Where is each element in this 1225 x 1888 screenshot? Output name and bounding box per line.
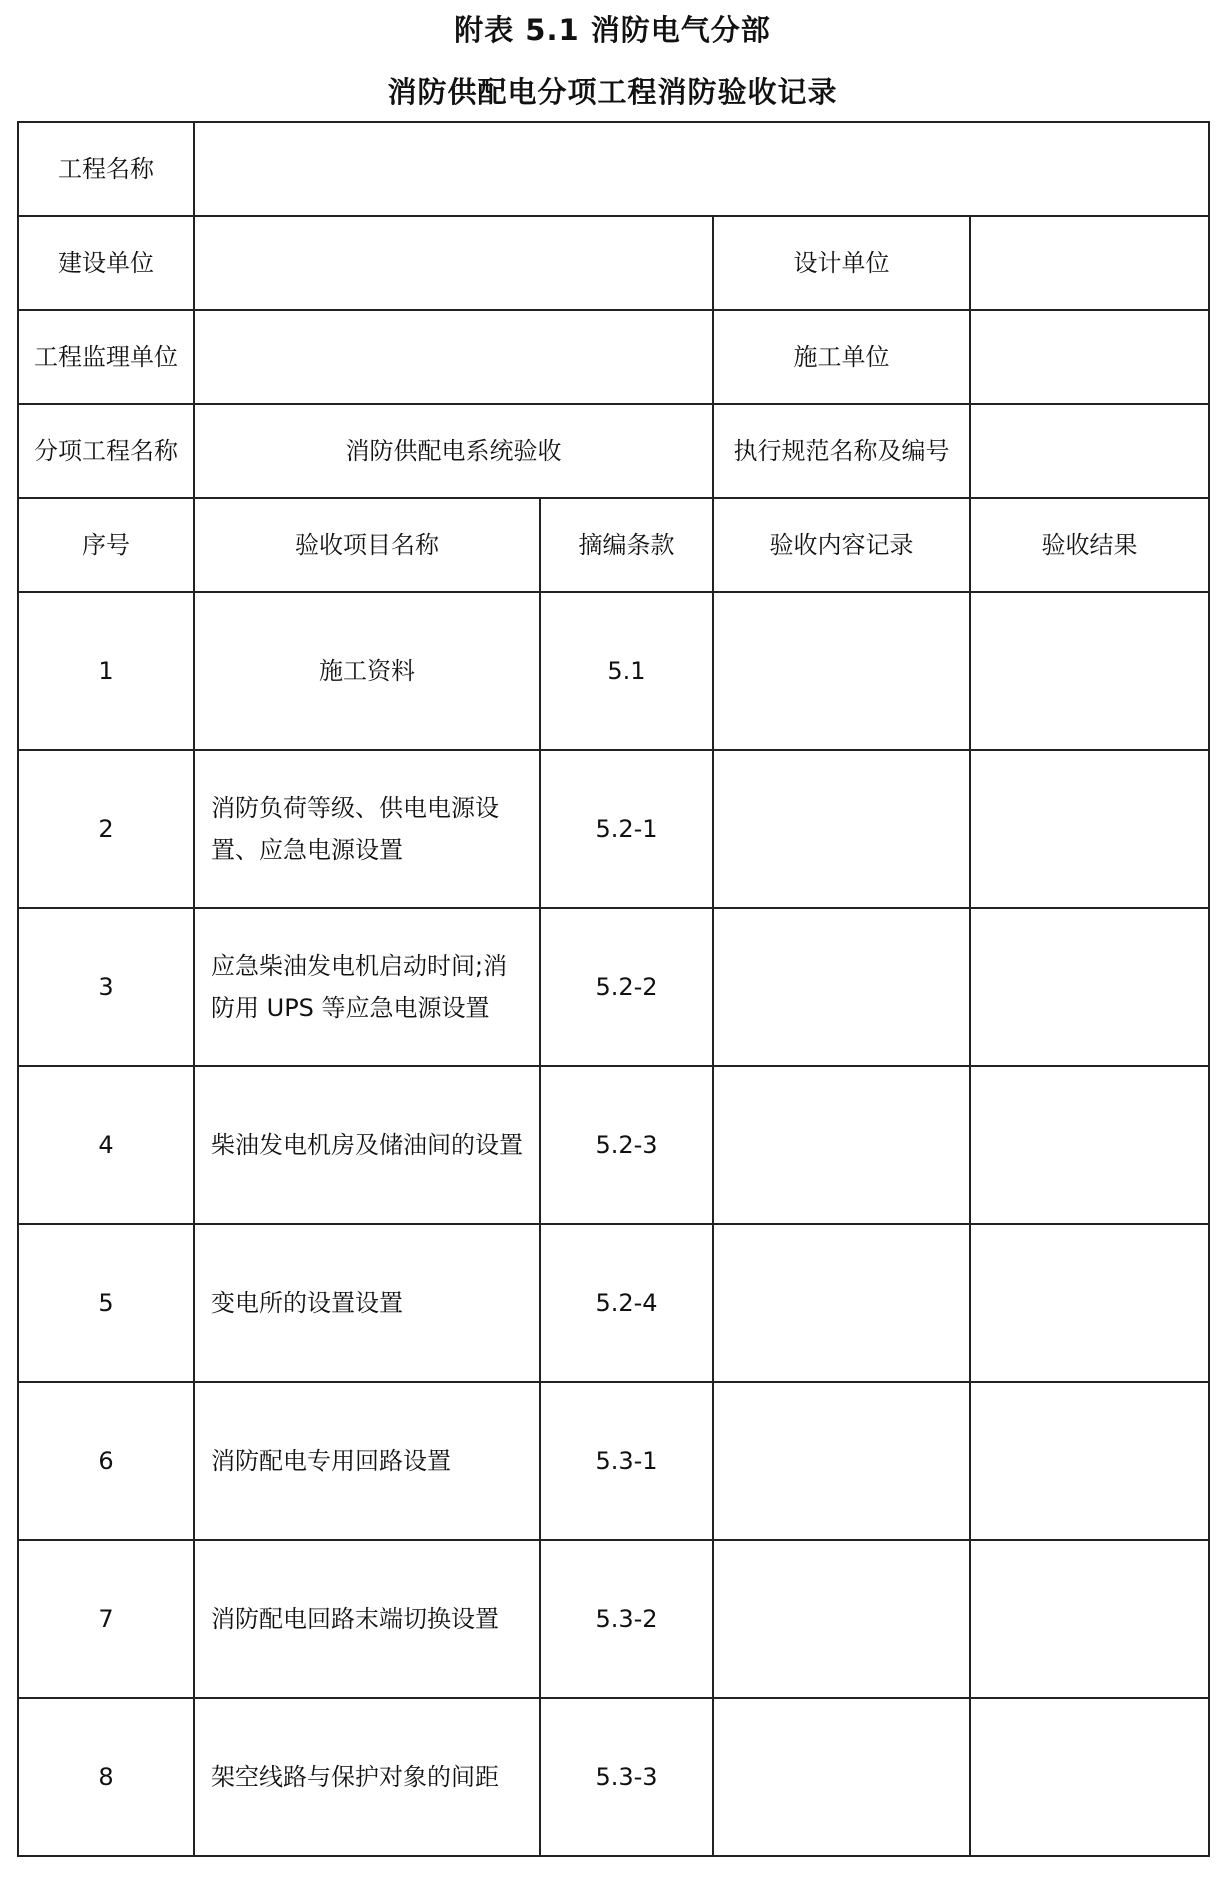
row-item-name: 消防负荷等级、供电电源设置、应急电源设置 — [194, 750, 540, 908]
row-result-cell[interactable] — [970, 1066, 1209, 1224]
row-no: 1 — [18, 592, 194, 750]
row-clause: 5.2-3 — [540, 1066, 713, 1224]
row-record-cell[interactable] — [713, 1698, 970, 1856]
table-title-line-1: 附表 5.1 消防电气分部 — [454, 13, 771, 47]
supervisor-value[interactable] — [194, 310, 713, 404]
designer-value[interactable] — [970, 216, 1209, 310]
table-row — [18, 908, 1209, 1066]
table-row — [18, 1382, 1209, 1540]
table-row — [18, 1540, 1209, 1698]
row-clause: 5.2-1 — [540, 750, 713, 908]
row-no: 6 — [18, 1382, 194, 1540]
row-no: 2 — [18, 750, 194, 908]
row-project-name — [18, 122, 1209, 216]
subitem-value: 消防供配电系统验收 — [194, 404, 713, 498]
row-clause: 5.3-3 — [540, 1698, 713, 1856]
col-header-record: 验收内容记录 — [713, 498, 970, 592]
row-record-cell[interactable] — [713, 592, 970, 750]
row-no: 8 — [18, 1698, 194, 1856]
col-header-no: 序号 — [18, 498, 194, 592]
table-row — [18, 1698, 1209, 1856]
row-result-cell[interactable] — [970, 1224, 1209, 1382]
acceptance-record-table — [17, 121, 1210, 1857]
row-supervisor-contractor — [18, 310, 1209, 404]
standard-value[interactable] — [970, 404, 1209, 498]
row-result-cell[interactable] — [970, 592, 1209, 750]
row-no: 4 — [18, 1066, 194, 1224]
project-name-value[interactable] — [194, 122, 1209, 216]
row-item-name: 应急柴油发电机启动时间;消防用 UPS 等应急电源设置 — [194, 908, 540, 1066]
row-record-cell[interactable] — [713, 1540, 970, 1698]
project-name-label: 工程名称 — [18, 122, 194, 216]
row-result-cell[interactable] — [970, 1382, 1209, 1540]
row-clause: 5.2-4 — [540, 1224, 713, 1382]
row-clause: 5.3-2 — [540, 1540, 713, 1698]
row-item-name: 变电所的设置设置 — [194, 1224, 540, 1382]
builder-label: 建设单位 — [18, 216, 194, 310]
row-item-name: 柴油发电机房及储油间的设置 — [194, 1066, 540, 1224]
row-clause: 5.3-1 — [540, 1382, 713, 1540]
row-result-cell[interactable] — [970, 908, 1209, 1066]
table-row — [18, 750, 1209, 908]
row-subitem-standard — [18, 404, 1209, 498]
row-result-cell[interactable] — [970, 1698, 1209, 1856]
column-header-row — [18, 498, 1209, 592]
col-header-result: 验收结果 — [970, 498, 1209, 592]
row-result-cell[interactable] — [970, 750, 1209, 908]
row-result-cell[interactable] — [970, 1540, 1209, 1698]
row-record-cell[interactable] — [713, 908, 970, 1066]
row-record-cell[interactable] — [713, 750, 970, 908]
contractor-label: 施工单位 — [713, 310, 970, 404]
row-item-name: 施工资料 — [194, 592, 540, 750]
table-row — [18, 1224, 1209, 1382]
row-no: 3 — [18, 908, 194, 1066]
row-builder-designer — [18, 216, 1209, 310]
supervisor-label: 工程监理单位 — [18, 310, 194, 404]
table-row — [18, 1066, 1209, 1224]
row-clause: 5.1 — [540, 592, 713, 750]
row-record-cell[interactable] — [713, 1382, 970, 1540]
row-no: 7 — [18, 1540, 194, 1698]
row-item-name: 架空线路与保护对象的间距 — [194, 1698, 540, 1856]
subitem-label: 分项工程名称 — [18, 404, 194, 498]
designer-label: 设计单位 — [713, 216, 970, 310]
row-item-name: 消防配电回路末端切换设置 — [194, 1540, 540, 1698]
col-header-clause: 摘编条款 — [540, 498, 713, 592]
col-header-item-name: 验收项目名称 — [194, 498, 540, 592]
row-record-cell[interactable] — [713, 1224, 970, 1382]
contractor-value[interactable] — [970, 310, 1209, 404]
row-no: 5 — [18, 1224, 194, 1382]
builder-value[interactable] — [194, 216, 713, 310]
row-item-name: 消防配电专用回路设置 — [194, 1382, 540, 1540]
standard-label: 执行规范名称及编号 — [713, 404, 970, 498]
table-row — [18, 592, 1209, 750]
row-clause: 5.2-2 — [540, 908, 713, 1066]
row-record-cell[interactable] — [713, 1066, 970, 1224]
table-title-line-2: 消防供配电分项工程消防验收记录 — [387, 75, 838, 109]
